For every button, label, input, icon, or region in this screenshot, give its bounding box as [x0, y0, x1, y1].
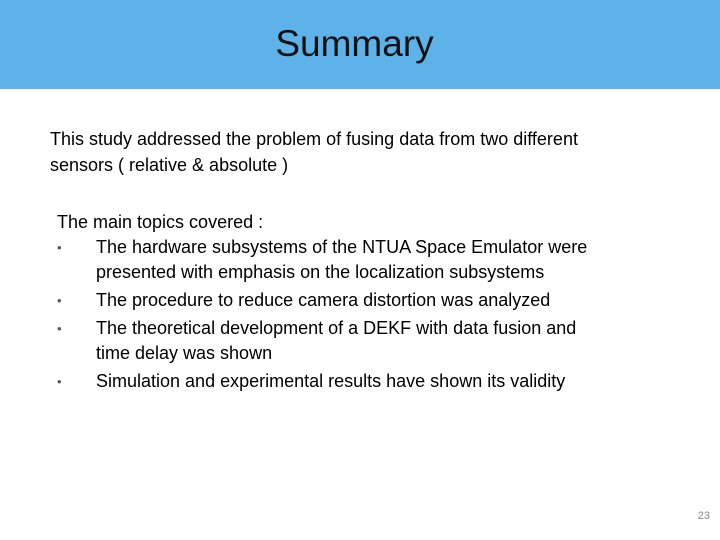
topic-item	[57, 235, 697, 285]
bullet-icon: •	[57, 321, 62, 336]
page-number: 23	[697, 510, 710, 522]
topic-line: The procedure to reduce camera distortion was analyzed	[96, 290, 551, 310]
topic-line: The hardware subsystems of the NTUA Space Emulator were	[96, 237, 588, 257]
topic-line: The theoretical development of a DEKF with data fusion and	[96, 318, 577, 338]
intro-line: sensors ( relative & absolute )	[50, 155, 289, 175]
topic-item	[57, 369, 697, 394]
topic-line: time delay was shown	[96, 343, 273, 363]
topic-item	[57, 316, 697, 366]
topic-line: presented with emphasis on the localization subsystems	[96, 262, 545, 282]
slide-title: Summary	[275, 23, 434, 64]
topic-item	[57, 288, 697, 313]
topics-list	[57, 235, 697, 394]
topics-heading: The main topics covered :	[57, 212, 264, 232]
bullet-icon: •	[57, 293, 62, 308]
intro-paragraph	[50, 126, 690, 178]
topic-line: Simulation and experimental results have shown its validity	[96, 371, 566, 391]
bullet-icon: •	[57, 374, 62, 389]
topics-section	[57, 209, 697, 394]
intro-line: This study addressed the problem of fusing data from two different	[50, 129, 578, 149]
bullet-icon: •	[57, 240, 62, 255]
